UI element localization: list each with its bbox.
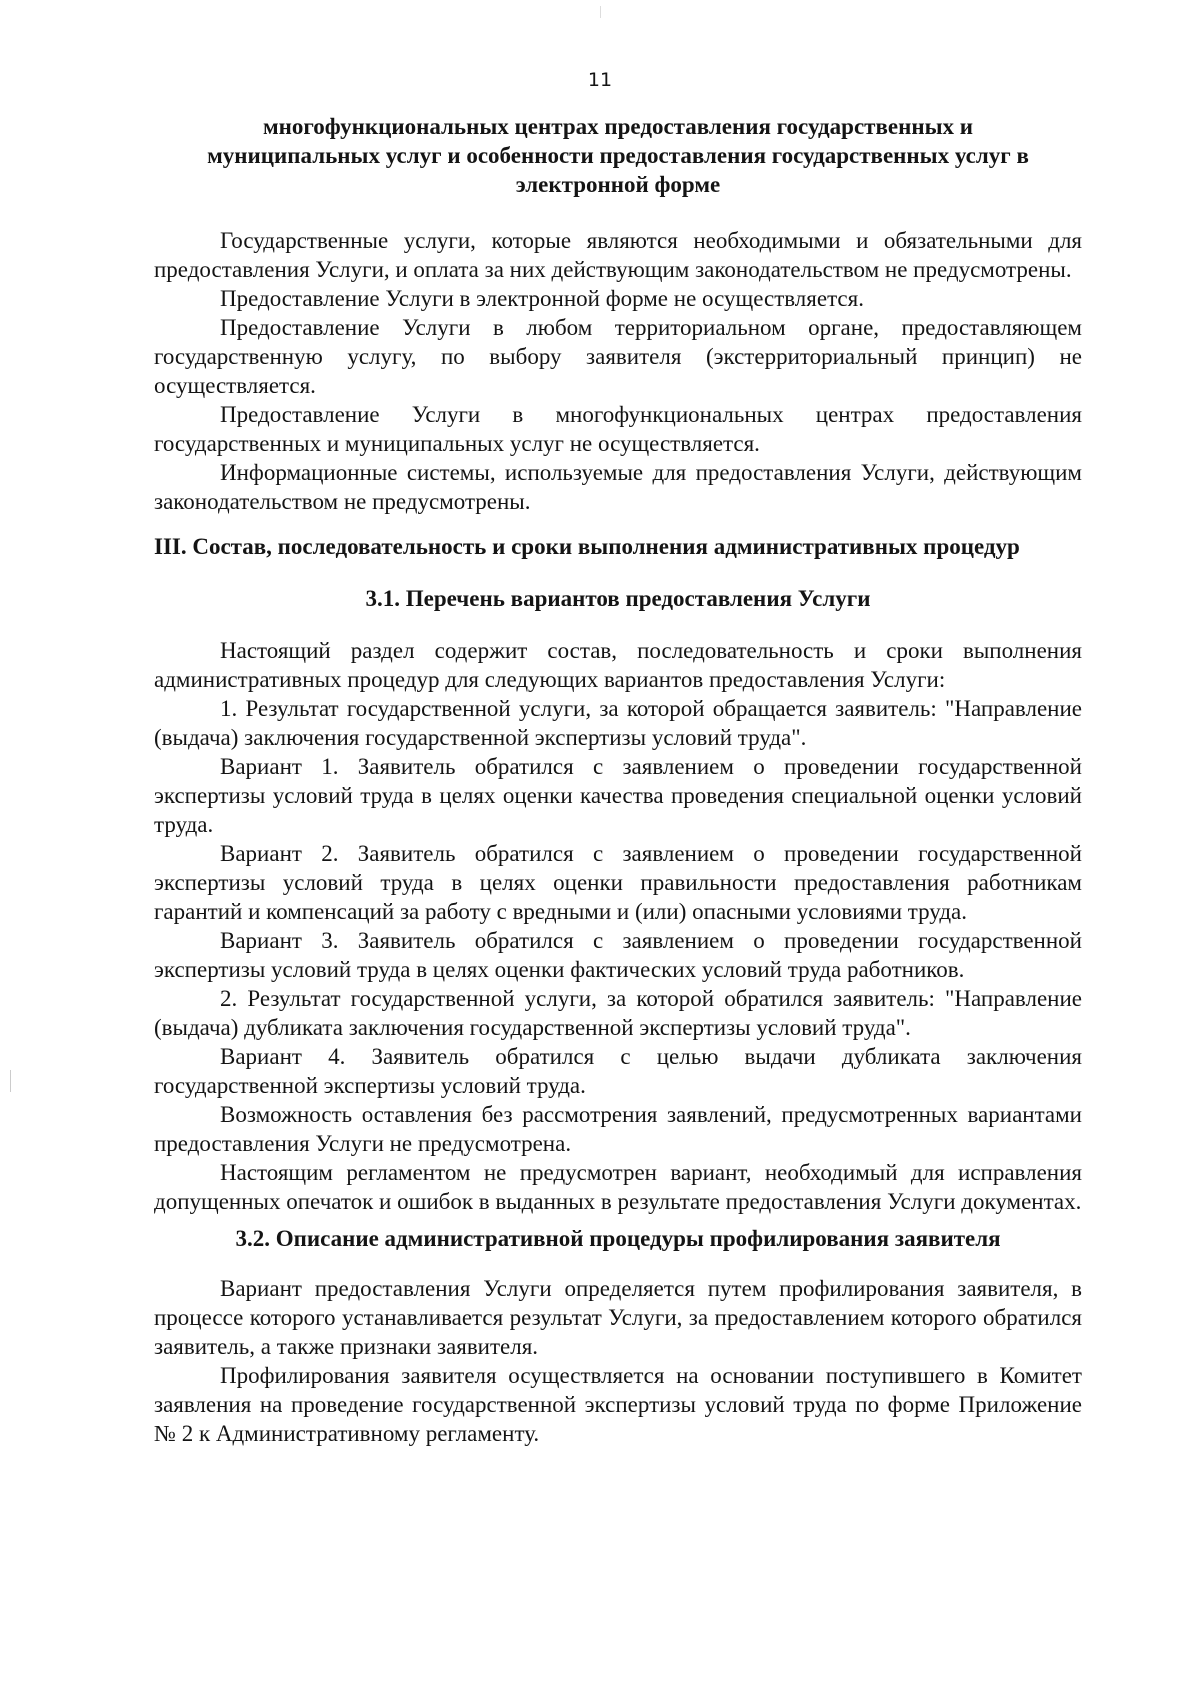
intro-block xyxy=(154,226,1082,516)
section-header xyxy=(154,112,1082,199)
section-3-1-body xyxy=(154,636,1082,1216)
paragraph: Предоставление Услуги в электронной форме не осуществляется. xyxy=(220,286,864,311)
paragraph: Вариант предоставления Услуги определяется путем профилирования заявителя, в процессе которого устанавливается результат Услуги, за предоставлением которого обратился заявитель, а также признаки заявителя. xyxy=(154,1276,1082,1359)
paragraph: Предоставление Услуги в многофункциональных центрах предоставления государственных и муниципальных услуг не осуществляется. xyxy=(154,402,1082,456)
section-header-line: электронной форме xyxy=(515,172,721,197)
paragraph: Профилирования заявителя осуществляется на основании поступившего в Комитет заявления на проведение государственной экспертизы условий труда по форме Приложение № 2 к Административному регламенту. xyxy=(154,1363,1082,1446)
paragraph: Вариант 2. Заявитель обратился с заявлением о проведении государственной экспертизы условий труда в целях оценки правильности предоставления работникам гарантий и компенсаций за работу с вредными и (или) опасными условиями труда. xyxy=(154,841,1082,924)
paragraph: Вариант 1. Заявитель обратился с заявлением о проведении государственной экспертизы условий труда в целях оценки качества проведения специальной оценки условий труда. xyxy=(154,754,1082,837)
section-3-2-title-block xyxy=(154,1224,1082,1253)
paragraph: 2. Результат государственной услуги, за которой обратился заявитель: "Направление (выдача) дубликата заключения государственной экспертизы условий труда". xyxy=(154,986,1082,1040)
section-header-line: многофункциональных центрах предоставления государственных и xyxy=(262,114,974,139)
section-3-2-title: 3.2. Описание административной процедуры профилирования заявителя xyxy=(235,1226,1001,1251)
paragraph: Настоящим регламентом не предусмотрен вариант, необходимый для исправления допущенных опечаток и ошибок в выданных в результате предоставления Услуги документах. xyxy=(154,1160,1082,1214)
section-header-line: муниципальных услуг и особенности предоставления государственных услуг в xyxy=(207,143,1029,168)
paragraph: Информационные системы, используемые для предоставления Услуги, действующим законодательством не предусмотрены. xyxy=(154,460,1082,514)
scan-mark xyxy=(600,6,601,18)
section-3-1-title: 3.1. Перечень вариантов предоставления Услуги xyxy=(365,586,871,611)
paragraph: Возможность оставления без рассмотрения заявлений, предусмотренных вариантами предоставления Услуги не предусмотрена. xyxy=(154,1102,1082,1156)
section-3-1-title-block xyxy=(154,584,1082,613)
paragraph: Вариант 3. Заявитель обратился с заявлением о проведении государственной экспертизы условий труда в целях оценки фактических условий труда работников. xyxy=(154,928,1082,982)
paragraph: Государственные услуги, которые являются необходимыми и обязательными для предоставления Услуги, и оплата за них действующим законодательством не предусмотрены. xyxy=(154,228,1082,282)
paragraph: Вариант 4. Заявитель обратился с целью выдачи дубликата заключения государственной экспертизы условий труда. xyxy=(154,1044,1082,1098)
paragraph: Предоставление Услуги в любом территориальном органе, предоставляющем государственную услугу, по выбору заявителя (экстерриториальный принцип) не осуществляется. xyxy=(154,315,1082,398)
chapter-title: III. Состав, последовательность и сроки выполнения административных процедур xyxy=(154,534,1020,559)
scan-mark xyxy=(10,1070,11,1092)
section-3-2-body xyxy=(154,1274,1082,1448)
page-number: 11 xyxy=(587,69,613,91)
paragraph: 1. Результат государственной услуги, за которой обращается заявитель: "Направление (выдача) заключения государственной экспертизы условий труда". xyxy=(154,696,1082,750)
chapter-title-block xyxy=(154,532,1082,561)
paragraph: Настоящий раздел содержит состав, последовательность и сроки выполнения административных процедур для следующих вариантов предоставления Услуги: xyxy=(154,638,1082,692)
